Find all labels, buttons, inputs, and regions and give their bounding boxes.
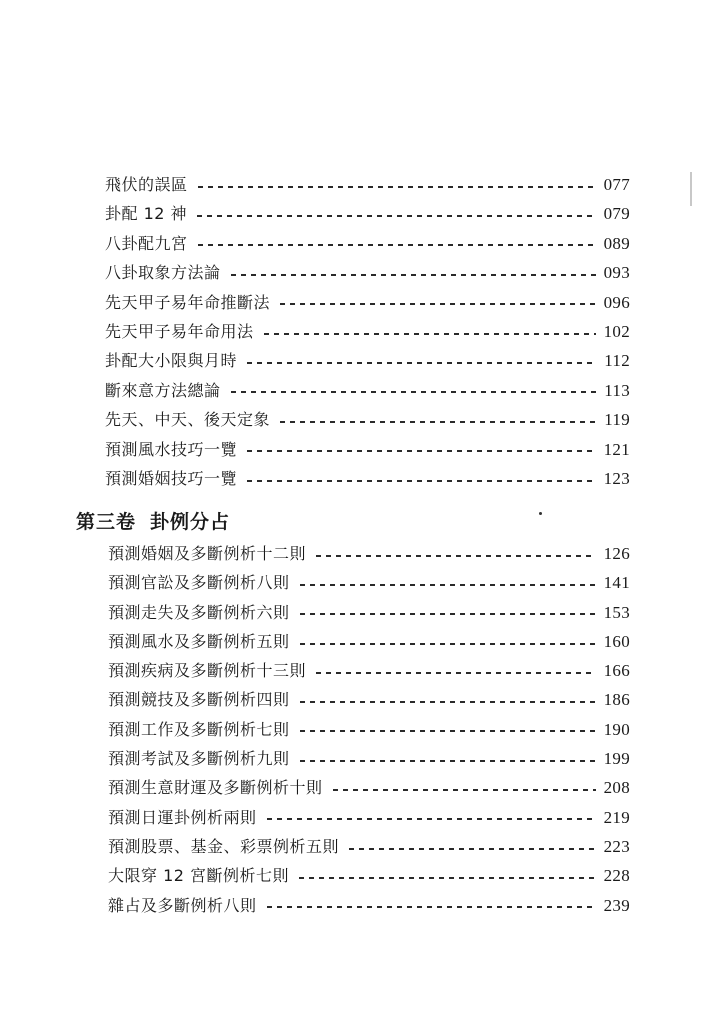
toc-entry-title: 預測婚姻及多斷例析十二則 xyxy=(108,544,307,563)
toc-entry-title: 飛伏的誤區 xyxy=(105,175,188,194)
dot-leader xyxy=(280,303,596,305)
stray-dot-mark xyxy=(539,512,542,515)
toc-page-number: 112 xyxy=(604,351,630,371)
toc-entry-title: 預測考試及多斷例析九則 xyxy=(108,749,290,769)
toc-entry-title: 雜占及多斷例析八則 xyxy=(108,895,257,915)
dot-leader xyxy=(300,760,596,762)
dot-leader xyxy=(316,555,596,557)
toc-entry-title: 預測工作及多斷例析七則 xyxy=(108,719,290,739)
toc-entry xyxy=(108,744,630,773)
toc-entry-title: 預測走失及多斷例析六則 xyxy=(108,602,290,622)
toc-page-number: 186 xyxy=(603,690,630,710)
toc-entry-title: 八卦配九宮 xyxy=(105,233,188,253)
toc-entry xyxy=(105,317,630,346)
toc-entry-title: 先天甲子易年命推斷法 xyxy=(105,292,271,312)
toc-page-number: 166 xyxy=(603,661,630,681)
toc-entry xyxy=(108,656,630,685)
dot-leader xyxy=(300,701,596,703)
toc-entry-title: 卦配 12 神 xyxy=(105,204,188,224)
dot-leader xyxy=(300,584,596,586)
dot-leader xyxy=(247,480,596,482)
dot-leader xyxy=(299,877,596,879)
toc-page-number: 121 xyxy=(603,439,630,459)
toc-entry-title: 預測股票、基金、彩票例析五則 xyxy=(108,836,340,856)
dot-leader xyxy=(247,362,596,364)
toc-entry xyxy=(105,464,630,493)
toc-entry-title: 大限穿 12 宮斷例析七則 xyxy=(108,866,290,886)
toc-page-number: 093 xyxy=(603,263,630,283)
toc-entry-title: 預測官訟及多斷例析八則 xyxy=(108,573,290,593)
dot-leader xyxy=(300,730,596,732)
toc-page-number: 126 xyxy=(603,544,630,563)
dot-leader xyxy=(231,274,596,276)
section-heading xyxy=(76,507,230,534)
toc-entry xyxy=(108,832,630,861)
toc-entry-title: 預測婚姻技巧一覽 xyxy=(105,468,238,488)
toc-page-number: 141 xyxy=(603,573,630,593)
toc-page-number: 239 xyxy=(603,895,630,915)
toc-page-number: 113 xyxy=(604,380,630,400)
toc-entry-title: 預測疾病及多斷例析十三則 xyxy=(108,661,307,681)
toc-entry xyxy=(105,376,630,405)
dot-leader xyxy=(300,643,596,645)
toc-entry xyxy=(108,539,630,568)
toc-entry xyxy=(105,258,630,287)
toc-page-number: 228 xyxy=(603,866,630,886)
dot-leader xyxy=(300,613,596,615)
toc-entry xyxy=(108,598,630,627)
toc-entry xyxy=(108,685,630,714)
toc-page-number: 123 xyxy=(603,468,630,488)
dot-leader xyxy=(198,244,596,246)
dot-leader xyxy=(197,215,596,217)
toc-page-number: 160 xyxy=(603,631,630,651)
section-title: 卦例分占 xyxy=(150,511,231,533)
toc-entry-title: 預測競技及多斷例析四則 xyxy=(108,690,290,710)
toc-entry xyxy=(108,861,630,890)
toc-entry xyxy=(108,773,630,802)
dot-leader xyxy=(267,818,596,820)
dot-leader xyxy=(349,848,596,850)
dot-leader xyxy=(264,333,596,335)
toc-entry xyxy=(108,803,630,832)
toc-entry-title: 預測風水技巧一覽 xyxy=(105,439,238,459)
dot-leader xyxy=(231,391,597,393)
dot-leader xyxy=(333,789,596,791)
toc-page-number: 190 xyxy=(603,719,630,739)
dot-leader xyxy=(267,906,596,908)
toc-entry xyxy=(105,288,630,317)
toc-entry xyxy=(108,715,630,744)
toc-entry-title: 預測風水及多斷例析五則 xyxy=(108,631,290,651)
toc-list-section-3 xyxy=(108,539,630,920)
toc-page-number: 119 xyxy=(604,410,630,430)
toc-page-number: 102 xyxy=(603,321,630,341)
toc-entry-title: 預測日運卦例析兩則 xyxy=(108,807,257,827)
toc-entry-title: 斷來意方法總論 xyxy=(105,380,221,400)
toc-entry xyxy=(105,405,630,434)
toc-entry-title: 先天、中天、後天定象 xyxy=(105,410,271,430)
toc-page-number: 089 xyxy=(603,233,630,253)
toc-entry xyxy=(105,229,630,258)
toc-page-number: 079 xyxy=(603,204,630,224)
toc-entry xyxy=(105,199,630,228)
toc-entry xyxy=(105,346,630,375)
toc-page-number: 077 xyxy=(603,175,630,194)
toc-entry xyxy=(105,435,630,464)
toc-entry-title: 先天甲子易年命用法 xyxy=(105,321,254,341)
toc-list-part-1 xyxy=(105,170,630,493)
toc-page-number: 208 xyxy=(603,778,630,798)
toc-entry xyxy=(105,170,630,199)
scan-edge-mark xyxy=(690,172,692,206)
toc-entry-title: 預測生意財運及多斷例析十則 xyxy=(108,778,323,798)
toc-page-number: 153 xyxy=(603,602,630,622)
dot-leader xyxy=(316,672,596,674)
toc-entry xyxy=(108,627,630,656)
toc-entry-title: 卦配大小限與月時 xyxy=(105,351,238,371)
toc-entry xyxy=(108,568,630,597)
toc-page-number: 096 xyxy=(603,292,630,312)
toc-entry xyxy=(108,891,630,920)
toc-page-number: 199 xyxy=(603,749,630,769)
section-volume: 第三卷 xyxy=(76,511,137,533)
dot-leader xyxy=(198,186,596,188)
toc-page-number: 219 xyxy=(603,807,630,827)
toc-entry-title: 八卦取象方法論 xyxy=(105,263,221,283)
dot-leader xyxy=(280,421,596,423)
toc-page-number: 223 xyxy=(603,836,630,856)
dot-leader xyxy=(247,450,596,452)
